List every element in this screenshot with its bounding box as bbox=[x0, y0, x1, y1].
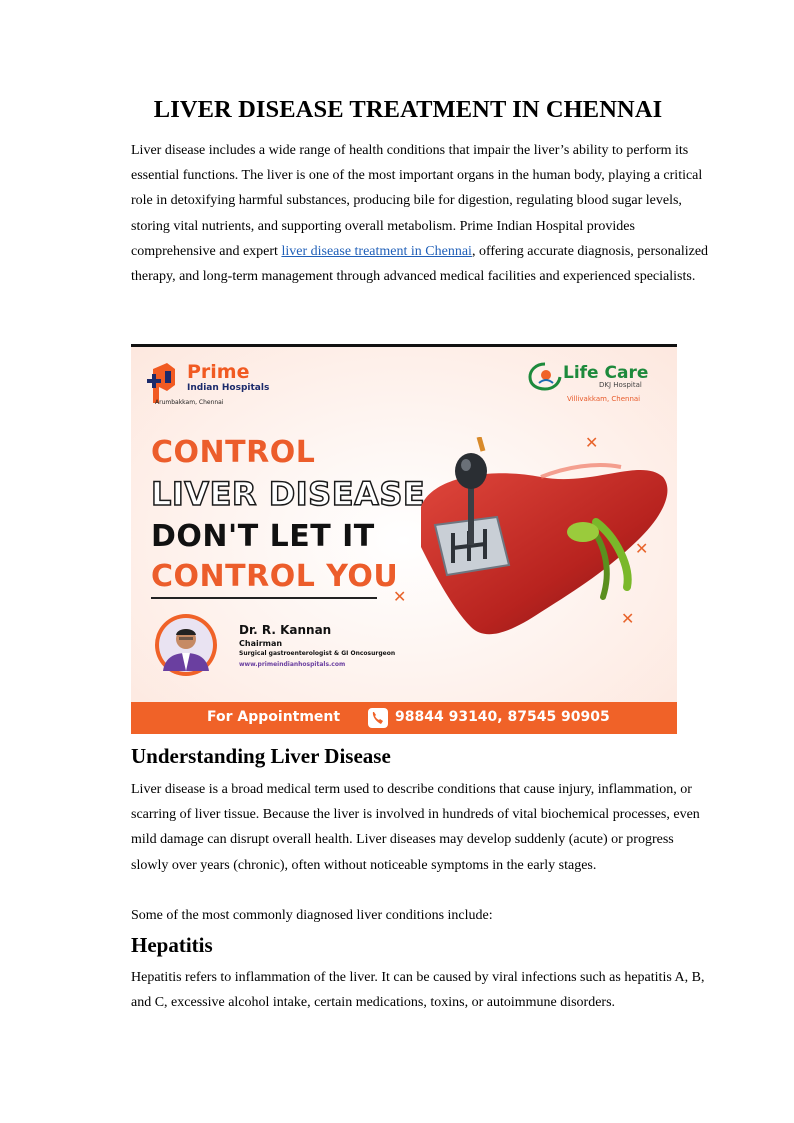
lifecare-logo-subtitle: DKJ Hospital bbox=[599, 381, 642, 389]
doctor-name: Dr. R. Kannan bbox=[239, 623, 332, 637]
section-paragraph-understanding: Liver disease is a broad medical term used to describe conditions that cause injury, inflammation, or scarring of liver tissue. Because the liver is involved in hundreds of vital biochemical processes, even mild damage can disrupt overall health. Liver diseases may develop suddenly (acute) or progress slowly over years (chronic), often without noticeable symptoms in the early stages. bbox=[131, 782, 700, 873]
section-heading-hepatitis: Hepatitis bbox=[131, 933, 213, 957]
page-title: LIVER DISEASE TREATMENT IN CHENNAI bbox=[153, 96, 663, 123]
section-heading-understanding: Understanding Liver Disease bbox=[131, 744, 391, 768]
lifecare-logo-location: Villivakkam, Chennai bbox=[567, 395, 641, 403]
intro-paragraph bbox=[131, 138, 711, 289]
cross-mark-icon: ✕ bbox=[393, 587, 407, 606]
prime-logo-location: Arumbakkam, Chennai bbox=[155, 399, 224, 406]
prime-logo-subtitle: Indian Hospitals bbox=[187, 383, 270, 393]
headline-line-4: CONTROL YOU bbox=[151, 559, 399, 594]
doctor-role: Chairman bbox=[239, 639, 283, 648]
cross-mark-icon: ✕ bbox=[635, 539, 649, 558]
conditions-lead-in: Some of the most commonly diagnosed liver conditions include: bbox=[131, 908, 493, 923]
doctor-specialty: Surgical gastroenterologist & GI Oncosurgeon bbox=[239, 650, 396, 657]
prime-logo-name: Prime bbox=[187, 361, 250, 383]
appointment-numbers: 98844 93140, 87545 90905 bbox=[395, 709, 610, 725]
section-paragraph-hepatitis: Hepatitis refers to inflammation of the liver. It can be caused by viral infections such as hepatitis A, B, and C, excessive alcohol intake, certain medications, toxins, or autoimmune disorders. bbox=[131, 970, 705, 1011]
headline-line-2: LIVER DISEASE bbox=[151, 475, 426, 513]
headline-line-1: CONTROL bbox=[151, 435, 316, 470]
cross-mark-icon: ✕ bbox=[621, 609, 635, 628]
headline-underline bbox=[151, 597, 377, 599]
cross-mark-icon: ✕ bbox=[585, 433, 599, 452]
intro-text-before-link: Liver disease includes a wide range of health conditions that impair the liver’s ability to perform its essential functions. The liver is one of the most important organs in the human body, playing a critical role in detoxifying harmful substances, producing bile for digestion, regulating blood sugar levels, storing vital nutrients, and supporting overall metabolism. Prime Indian Hospital provides comprehensive and expert bbox=[131, 143, 703, 259]
appointment-label: For Appointment bbox=[207, 709, 341, 725]
appointment-bar bbox=[131, 702, 677, 734]
liver-treatment-link[interactable]: liver disease treatment in Chennai bbox=[281, 243, 472, 259]
headline-line-3: DON'T LET IT bbox=[151, 519, 375, 554]
hospital-website: www.primeindianhospitals.com bbox=[239, 661, 346, 668]
intro-text-after-link: , offering accurate diagnosis, personalized therapy, and long-term management through advanced medical facilities and experienced specialists. bbox=[131, 243, 709, 285]
liver-gearshift-illustration bbox=[391, 437, 677, 652]
promo-banner-image bbox=[131, 344, 677, 734]
lifecare-logo-icon bbox=[527, 361, 563, 391]
lifecare-logo-name: Life Care bbox=[563, 363, 649, 383]
doctor-photo bbox=[147, 613, 225, 677]
phone-icon bbox=[368, 708, 388, 728]
